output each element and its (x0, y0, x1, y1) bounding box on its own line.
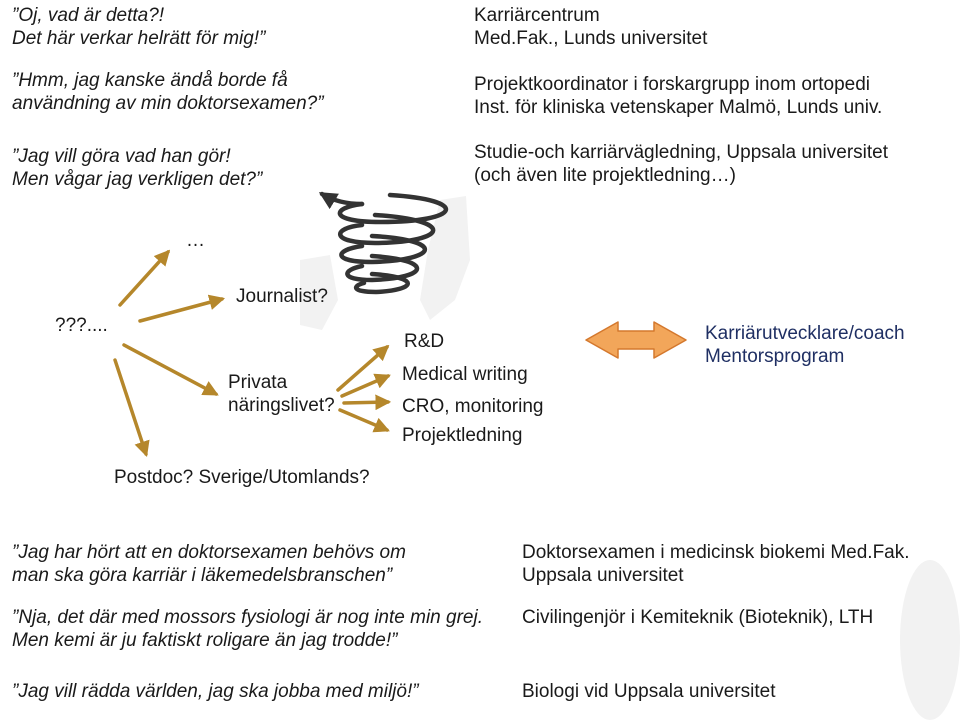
arrow-to-privata (124, 345, 216, 394)
arrow-to-journalist (140, 299, 222, 321)
education-civilingenjor: Civilingenjör i Kemiteknik (Bioteknik), LTH (522, 607, 874, 628)
education-biologi: Biologi vid Uppsala universitet (522, 681, 776, 702)
role-cro-monitoring: CRO, monitoring (402, 396, 544, 417)
career-projektkoordinator: Projektkoordinator i forskargrupp inom ortopedi Inst. för kliniska vetenskaper Malmö, Lunds univ. (474, 74, 883, 118)
quote-bottom-3: ”Jag vill rädda världen, jag ska jobba med miljö!” (12, 681, 419, 702)
coach-mentorsprogram: Karriärutvecklare/coach Mentorsprogram (705, 323, 905, 367)
arrow-to-ellipsis (120, 252, 168, 305)
arrow-to-postdoc (115, 360, 146, 454)
career-studievagledning: Studie-och karriärvägledning, Uppsala universitet (och även lite projektledning…) (474, 142, 889, 186)
quote-bottom-1: ”Jag har hört att en doktorsexamen behövs om man ska göra karriär i läkemedelsbranschen” (12, 542, 406, 586)
option-question: ???.... (55, 315, 108, 336)
option-postdoc: Postdoc? Sverige/Utomlands? (114, 467, 370, 488)
double-arrow-icon (586, 322, 686, 358)
education-doktorsexamen: Doktorsexamen i medicinsk biokemi Med.Fak. Uppsala universitet (522, 542, 910, 586)
option-arrows (115, 252, 222, 454)
industry-arrows (338, 347, 388, 430)
quote-top-1: ”Oj, vad är detta?! Det här verkar helrätt för mig!” (12, 5, 266, 49)
role-projektledning: Projektledning (402, 425, 523, 446)
option-ellipsis: … (186, 230, 205, 251)
role-medical-writing: Medical writing (402, 364, 528, 385)
career-karriarcentrum: Karriärcentrum Med.Fak., Lunds universitet (474, 5, 708, 49)
option-privata: Privata näringslivet? (228, 372, 335, 416)
quote-top-3: ”Jag vill göra vad han gör! Men vågar jag verkligen det?” (12, 146, 263, 190)
option-journalist: Journalist? (236, 286, 328, 307)
role-rd: R&D (404, 331, 445, 352)
quote-bottom-2: ”Nja, det där med mossors fysiologi är nog inte min grej. Men kemi är ju faktiskt roligare än jag trodde!” (12, 607, 483, 651)
quote-top-2: ”Hmm, jag kanske ändå borde få användning av min doktorsexamen?” (12, 70, 324, 114)
